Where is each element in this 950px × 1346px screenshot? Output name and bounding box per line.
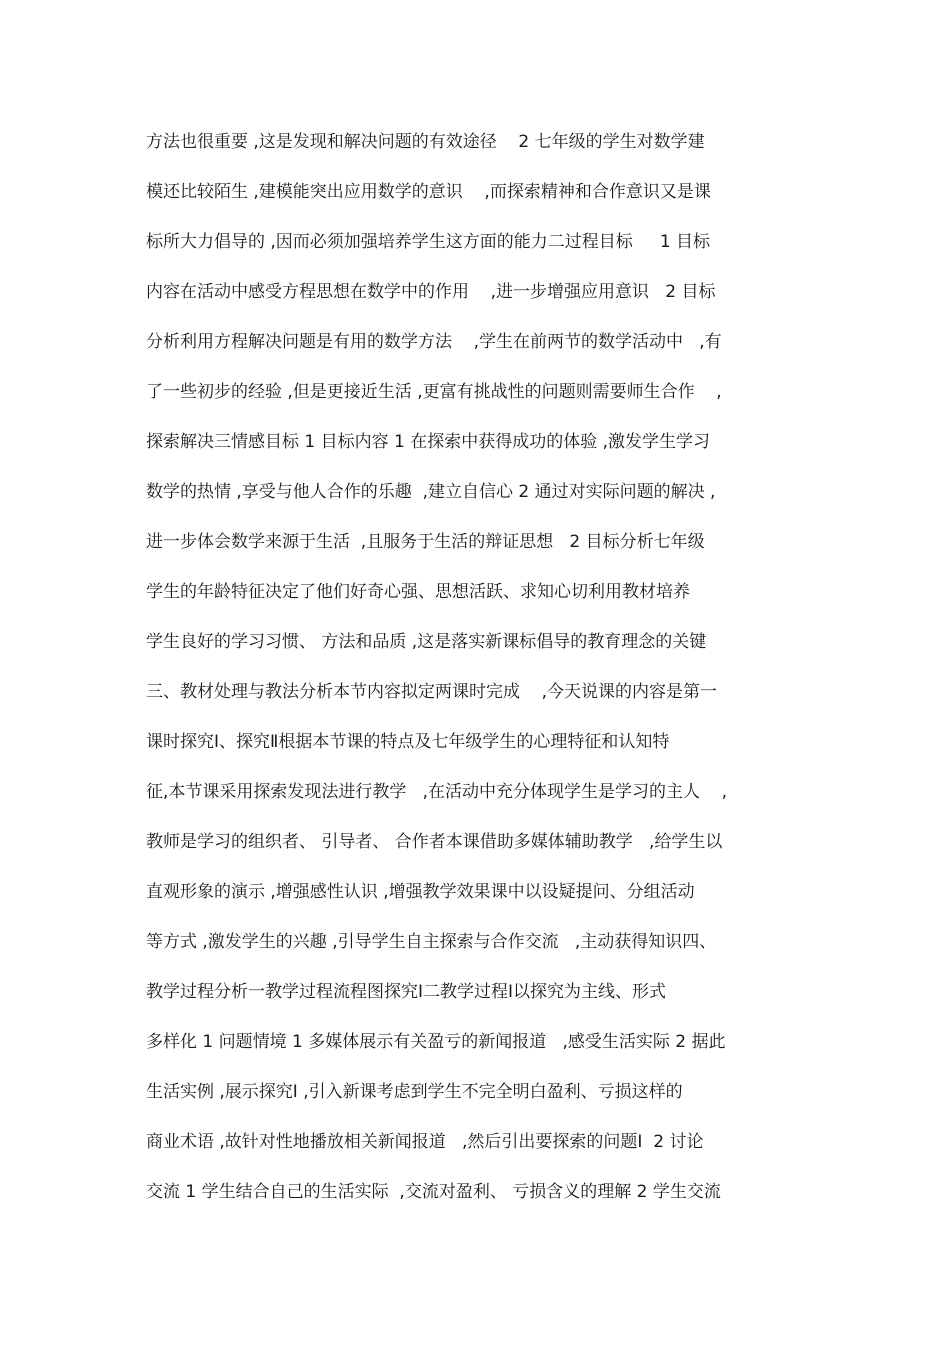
text-line: 内容在活动中感受方程思想在数学中的作用 ,进一步增强应用意识 2 目标 bbox=[146, 282, 716, 302]
text-line: 方法也很重要 ,这是发现和解决问题的有效途径 2 七年级的学生对数学建 bbox=[146, 132, 705, 152]
text-line: 交流 1 学生结合自己的生活实际 ,交流对盈利、 亏损含义的理解 2 学生交流 bbox=[146, 1182, 721, 1202]
text-line: 多样化 1 问题情境 1 多媒体展示有关盈亏的新闻报道 ,感受生活实际 2 据此 bbox=[146, 1032, 726, 1052]
body-text bbox=[146, 124, 811, 1224]
text-line: 数学的热情 ,享受与他人合作的乐趣 ,建立自信心 2 通过对实际问题的解决 , bbox=[146, 482, 716, 502]
text-line: 征,本节课采用探索发现法进行教学 ,在活动中充分体现学生是学习的主人 , bbox=[146, 782, 728, 802]
text-line: 了一些初步的经验 ,但是更接近生活 ,更富有挑战性的问题则需要师生合作 , bbox=[146, 382, 722, 402]
text-line: 学生的年龄特征决定了他们好奇心强、思想活跃、求知心切利用教材培养 bbox=[146, 582, 690, 602]
text-line: 直观形象的演示 ,增强感性认识 ,增强教学效果课中以设疑提问、分组活动 bbox=[146, 882, 695, 902]
text-line: 教学过程分析一教学过程流程图探究Ⅰ二教学过程Ⅰ以探究为主线、形式 bbox=[146, 982, 667, 1002]
text-line: 教师是学习的组织者、 引导者、 合作者本课借助多媒体辅助教学 ,给学生以 bbox=[146, 832, 723, 852]
text-line: 探索解决三情感目标 1 目标内容 1 在探索中获得成功的体验 ,激发学生学习 bbox=[146, 432, 711, 452]
text-line: 进一步体会数学来源于生活 ,且服务于生活的辩证思想 2 目标分析七年级 bbox=[146, 532, 705, 552]
text-line: 分析利用方程解决问题是有用的数学方法 ,学生在前两节的数学活动中 ,有 bbox=[146, 332, 722, 352]
text-line: 生活实例 ,展示探究Ⅰ ,引入新课考虑到学生不完全明白盈利、亏损这样的 bbox=[146, 1082, 683, 1102]
text-line: 模还比较陌生 ,建模能突出应用数学的意识 ,而探索精神和合作意识又是课 bbox=[146, 182, 711, 202]
text-line: 标所大力倡导的 ,因而必须加强培养学生这方面的能力二过程目标 1 目标 bbox=[146, 232, 711, 252]
text-line: 三、教材处理与教法分析本节内容拟定两课时完成 ,今天说课的内容是第一 bbox=[146, 682, 718, 702]
text-line: 课时探究Ⅰ、探究Ⅱ根据本节课的特点及七年级学生的心理特征和认知特 bbox=[146, 732, 670, 752]
text-line: 商业术语 ,故针对性地播放相关新闻报道 ,然后引出要探索的问题Ⅰ 2 讨论 bbox=[146, 1132, 704, 1152]
text-line: 学生良好的学习习惯、 方法和品质 ,这是落实新课标倡导的教育理念的关键 bbox=[146, 632, 707, 652]
text-line: 等方式 ,激发学生的兴趣 ,引导学生自主探索与合作交流 ,主动获得知识四、 bbox=[146, 932, 717, 952]
